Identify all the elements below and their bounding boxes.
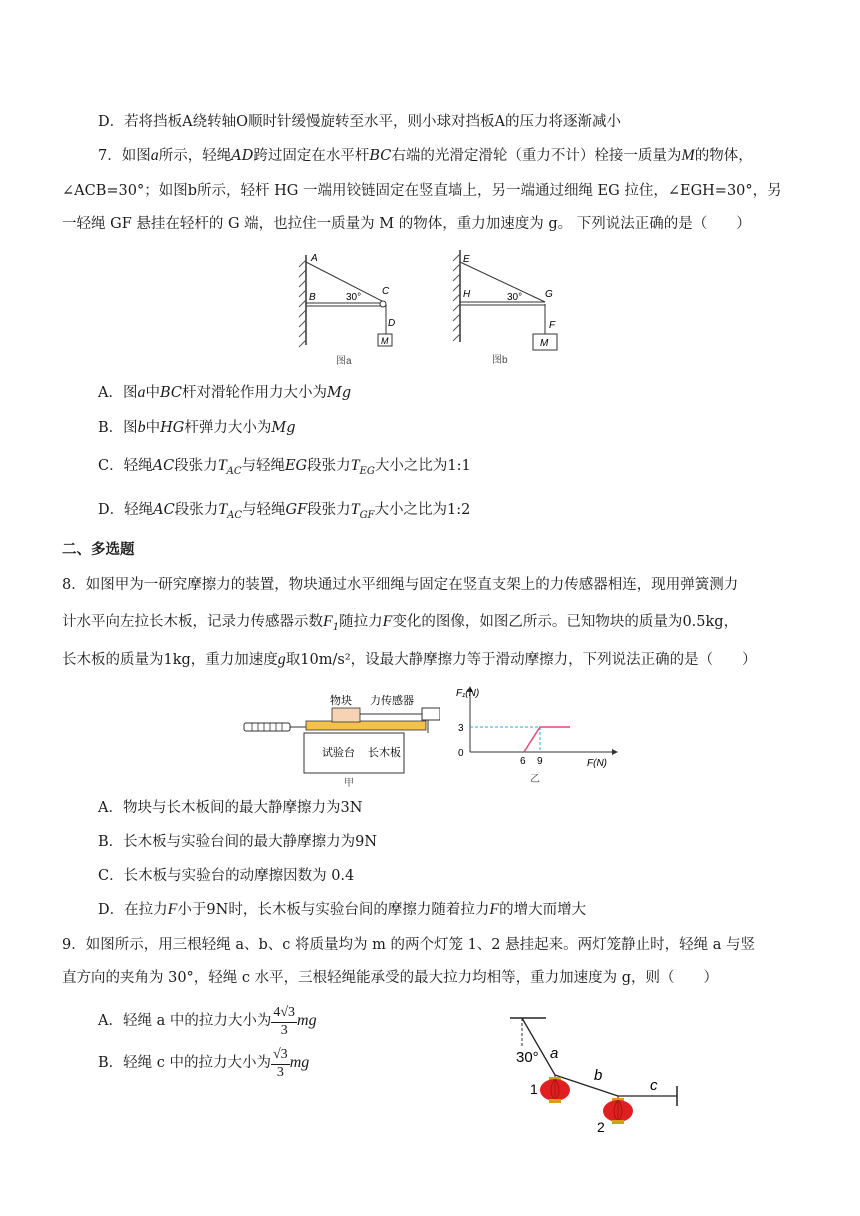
- q8-yi-caption: 乙: [530, 774, 540, 785]
- q9-b-fraction: $\frac{√3}{3}$: [273, 1046, 288, 1080]
- q9-figure: [500, 1010, 690, 1135]
- q9-fig-n2: 2: [597, 1119, 605, 1135]
- lantern-1-icon: [540, 1077, 570, 1103]
- q7b-label-F: F: [549, 320, 556, 331]
- q8-stem-line1: 8．如图甲为一研究摩擦力的装置，物块通过水平细绳与固定在竖直支架上的力传感器相连，现用弹簧测力: [62, 577, 739, 593]
- q7-stem-line3: 一轻绳 GF 悬挂在轻杆的 G 端，也拉住一质量为 M 的物体，重力加速度为 g。 下列说法正确的是（ ）: [62, 216, 751, 232]
- q8-stem-line3: 长木板的质量为1kg，重力加速度g取10m/s²，设最大静摩擦力等于滑动摩擦力，下列说法正确的是（ ）: [62, 651, 757, 668]
- q9-stem-line1: 9．如图所示，用三根轻绳 a、b、c 将质量均为 m 的两个灯笼 1、2 悬挂起来。两灯笼静止时，轻绳 a 与竖: [62, 937, 755, 953]
- q8-jia-sensor-label: 力传感器: [370, 695, 414, 707]
- q7a-label-C: C: [382, 286, 390, 297]
- q8-yi-ylabel: F₁(N): [456, 688, 480, 699]
- q9-stem-line2: 直方向的夹角为 30°，轻绳 c 水平，三根轻绳能承受的最大拉力均相等，重力加速度为 g，则（ ）: [62, 970, 719, 986]
- q8-jia-table-label: 试验台: [322, 747, 355, 759]
- q7b-label-E: E: [463, 254, 470, 265]
- q9-a-fraction: $\frac{4√3}{3}$: [273, 1004, 296, 1038]
- q9-fig-a: a: [550, 1045, 559, 1062]
- q7a-label-D: D: [388, 318, 396, 329]
- q8-figure-yi: [450, 684, 625, 786]
- q7a-label-B: B: [309, 292, 316, 303]
- q7-option-b: B．图b中HG杆弹力大小为Mg: [98, 419, 296, 436]
- q8-yi-origin: 0: [458, 748, 464, 759]
- q7a-label-A: A: [311, 253, 318, 264]
- q8-jia-block-label: 物块: [330, 695, 352, 707]
- q9-fig-n1: 1: [530, 1081, 538, 1097]
- q7a-caption: 图a: [336, 356, 352, 367]
- q9-fig-c: c: [650, 1077, 658, 1094]
- q8-option-c: C．长木板与实验台的动摩擦因数为 0.4: [98, 868, 355, 884]
- q8-figure-jia: [240, 688, 440, 788]
- q8-stem-line2: 计水平向左拉长木板，记录力传感器示数$F_1$随拉力F变化的图像，如图乙所示。已知物块的质量为0.5kg，: [62, 613, 739, 633]
- q9-option-b: B．轻绳 c 中的拉力大小为 $\frac{√3}{3}$ mg: [98, 1046, 310, 1080]
- q8-jia-caption: 甲: [344, 778, 354, 788]
- q7-figure-a: [290, 250, 420, 375]
- q8-jia-board-label: 长木板: [368, 747, 401, 759]
- q7a-mass: M: [381, 336, 389, 346]
- q8-option-b: B．长木板与实验台间的最大静摩擦力为9N: [98, 834, 378, 850]
- q9-option-a: A．轻绳 a 中的拉力大小为 $\frac{4√3}{3}$ mg: [98, 1004, 317, 1038]
- q8-yi-tick-3: 3: [458, 723, 464, 734]
- q7-stem-line2: ∠ACB=30°；如图b所示，轻杆 HG 一端用铰链固定在竖直墙上，另一端通过细绳 EG 拉住，∠EGH=30°，另: [62, 183, 782, 199]
- q8-yi-tick-6: 6: [520, 756, 526, 767]
- q7-option-d: D．轻绳AC段张力$T_{AC}$与轻绳GF段张力$T_{GF}$大小之比为1:2: [98, 501, 471, 521]
- q7-option-a: A．图a中BC杆对滑轮作用力大小为Mg: [98, 384, 352, 401]
- q7b-mass: M: [540, 338, 549, 349]
- q7b-angle: 30°: [507, 292, 523, 303]
- q7-figure-b: [445, 246, 575, 376]
- q8-option-a: A．物块与长木板间的最大静摩擦力为3N: [98, 800, 363, 816]
- q9-fig-angle: 30°: [516, 1049, 539, 1066]
- q7b-label-H: H: [463, 289, 471, 300]
- q7-option-c: C．轻绳AC段张力$T_{AC}$与轻绳EG段张力$T_{EG}$大小之比为1:1: [98, 457, 471, 477]
- lantern-2-icon: [603, 1098, 633, 1124]
- q8-yi-tick-9: 9: [537, 756, 543, 767]
- q7b-caption: 图b: [492, 355, 508, 366]
- q8-yi-xlabel: F(N): [587, 758, 607, 769]
- q7a-angle: 30°: [346, 292, 362, 303]
- section-heading-multiple-choice: 二、多选题: [62, 541, 135, 558]
- q6-option-d: D．若将挡板A绕转轴O顺时针缓慢旋转至水平，则小球对挡板A的压力将逐渐减小: [98, 114, 621, 130]
- q9-fig-b: b: [594, 1067, 603, 1084]
- q7-stem-line1: 7．如图a所示，轻绳AD跨过固定在水平杆BC右端的光滑定滑轮（重力不计）栓接一质量为M的物体，: [98, 147, 753, 164]
- q7b-label-G: G: [545, 289, 553, 300]
- q8-option-d: D．在拉力F小于9N时，长木板与实验台间的摩擦力随着拉力F的增大而增大: [98, 901, 587, 918]
